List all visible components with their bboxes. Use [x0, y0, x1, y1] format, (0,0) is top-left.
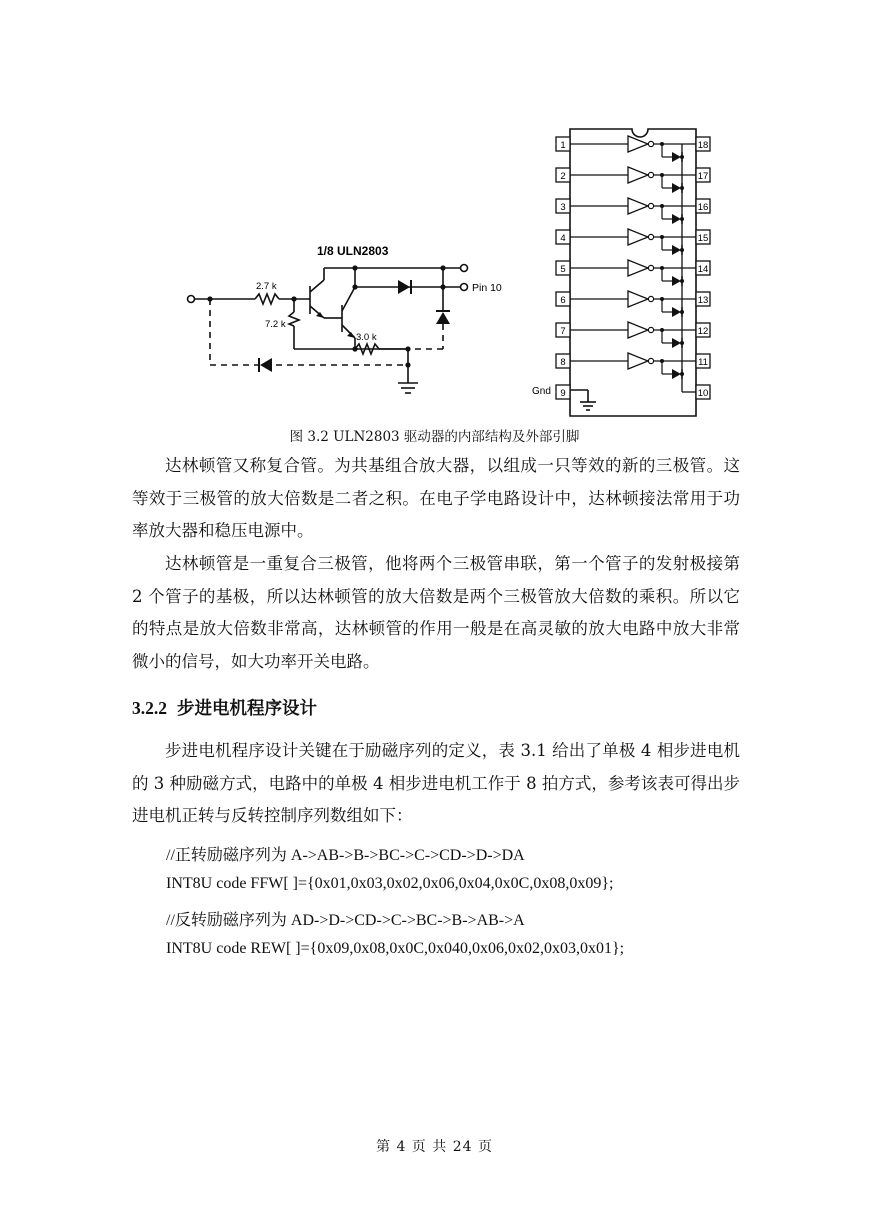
section-paragraph: 步进电机程序设计关键在于励磁序列的定义，表 3.1 给出了单极 4 相步进电机的 3 种励磁方式，电路中的单极 4 相步进电机工作于 8 拍方式，参考该表可得出步进电机正转与反转控制序列数组如下：	[132, 741, 740, 825]
diode-icon	[672, 307, 681, 317]
diode-icon	[672, 276, 681, 286]
pin-number-left: 5	[560, 264, 566, 275]
code-comment-forward: //正转励磁序列为 A->AB->B->BC->C->CD->D->DA	[166, 847, 525, 864]
code-comment-reverse: //反转励磁序列为 AD->D->CD->C->BC->B->AB->A	[166, 912, 525, 929]
pin-number-right: 11	[698, 357, 708, 368]
pin-number-right: 12	[697, 326, 709, 337]
uln2803-chip-diagram	[530, 126, 730, 421]
pin-number-left: 4	[560, 233, 566, 244]
section-heading	[132, 695, 317, 720]
pin-number-left: 3	[560, 202, 566, 213]
code-line-rew: INT8U code REW[ ]={0x09,0x08,0x0C,0x040,0x06,0x02,0x03,0x01};	[166, 940, 625, 957]
pin-number-left: 6	[560, 295, 566, 306]
resistor-r1-label: 2.7 k	[256, 281, 277, 292]
buffer-icon	[628, 353, 648, 369]
buffer-icon	[628, 322, 648, 338]
resistor-r2-label: 7.2 k	[265, 319, 286, 330]
pin-number-left: 2	[560, 171, 566, 182]
paragraph-2: 达林顿管是一重复合三极管，他将两个三极管串联，第一个管子的发射极接第 2 个管子的基极，所以达林顿管的放大倍数是两个三极管放大倍数的乘积。所以它的特点是放大倍数非常高，达林顿管的作用一般是在高灵敏的放大电路中放大非常微小的信号，如大功率开关电路。	[132, 554, 740, 671]
section-title: 步进电机程序设计	[177, 699, 317, 719]
darlington-schematic	[180, 238, 510, 408]
pin-number-right: 17	[697, 171, 709, 182]
pin-number-right: 10	[697, 388, 709, 399]
diode-icon	[672, 369, 681, 379]
diode-icon	[672, 152, 681, 162]
pin-number-left: 7	[560, 326, 566, 337]
pin-number-right: 18	[697, 140, 709, 151]
diode-icon	[672, 214, 681, 224]
buffer-icon	[628, 291, 648, 307]
pin-number-right: 14	[697, 264, 709, 275]
buffer-icon	[628, 136, 648, 152]
pin-number-right: 13	[697, 295, 709, 306]
diode-icon	[672, 338, 681, 348]
darlington-title: 1/8 ULN2803	[317, 244, 389, 258]
section-number: 3.2.2	[132, 698, 167, 718]
gnd-label: Gnd	[532, 386, 551, 397]
paragraph-1: 达林顿管又称复合管。为共基组合放大器，以组成一只等效的新的三极管。这等效于三极管的放大倍数是二者之积。在电子学电路设计中，达林顿接法常用于功率放大器和稳压电源中。	[132, 456, 740, 540]
page-footer: 第 4 页 共 24 页	[376, 1139, 493, 1155]
diode-icon	[672, 183, 681, 193]
pin-label: Pin 10	[472, 282, 502, 294]
diode-icon	[672, 245, 681, 255]
figure-caption: 图 3.2 ULN2803 驱动器的内部结构及外部引脚	[289, 429, 580, 445]
resistor-r3-label: 3.0 k	[356, 332, 377, 343]
pin-number-left: 1	[560, 140, 566, 151]
buffer-icon	[628, 260, 648, 276]
buffer-icon	[628, 167, 648, 183]
buffer-icon	[628, 198, 648, 214]
code-line-ffw: INT8U code FFW[ ]={0x01,0x03,0x02,0x06,0x04,0x0C,0x08,0x09};	[166, 875, 614, 892]
pin-number-right: 15	[697, 233, 709, 244]
pin-number-right: 16	[697, 202, 709, 213]
pin-number-left: 9	[560, 388, 566, 399]
buffer-icon	[628, 229, 648, 245]
pin-number-left: 8	[560, 357, 566, 368]
